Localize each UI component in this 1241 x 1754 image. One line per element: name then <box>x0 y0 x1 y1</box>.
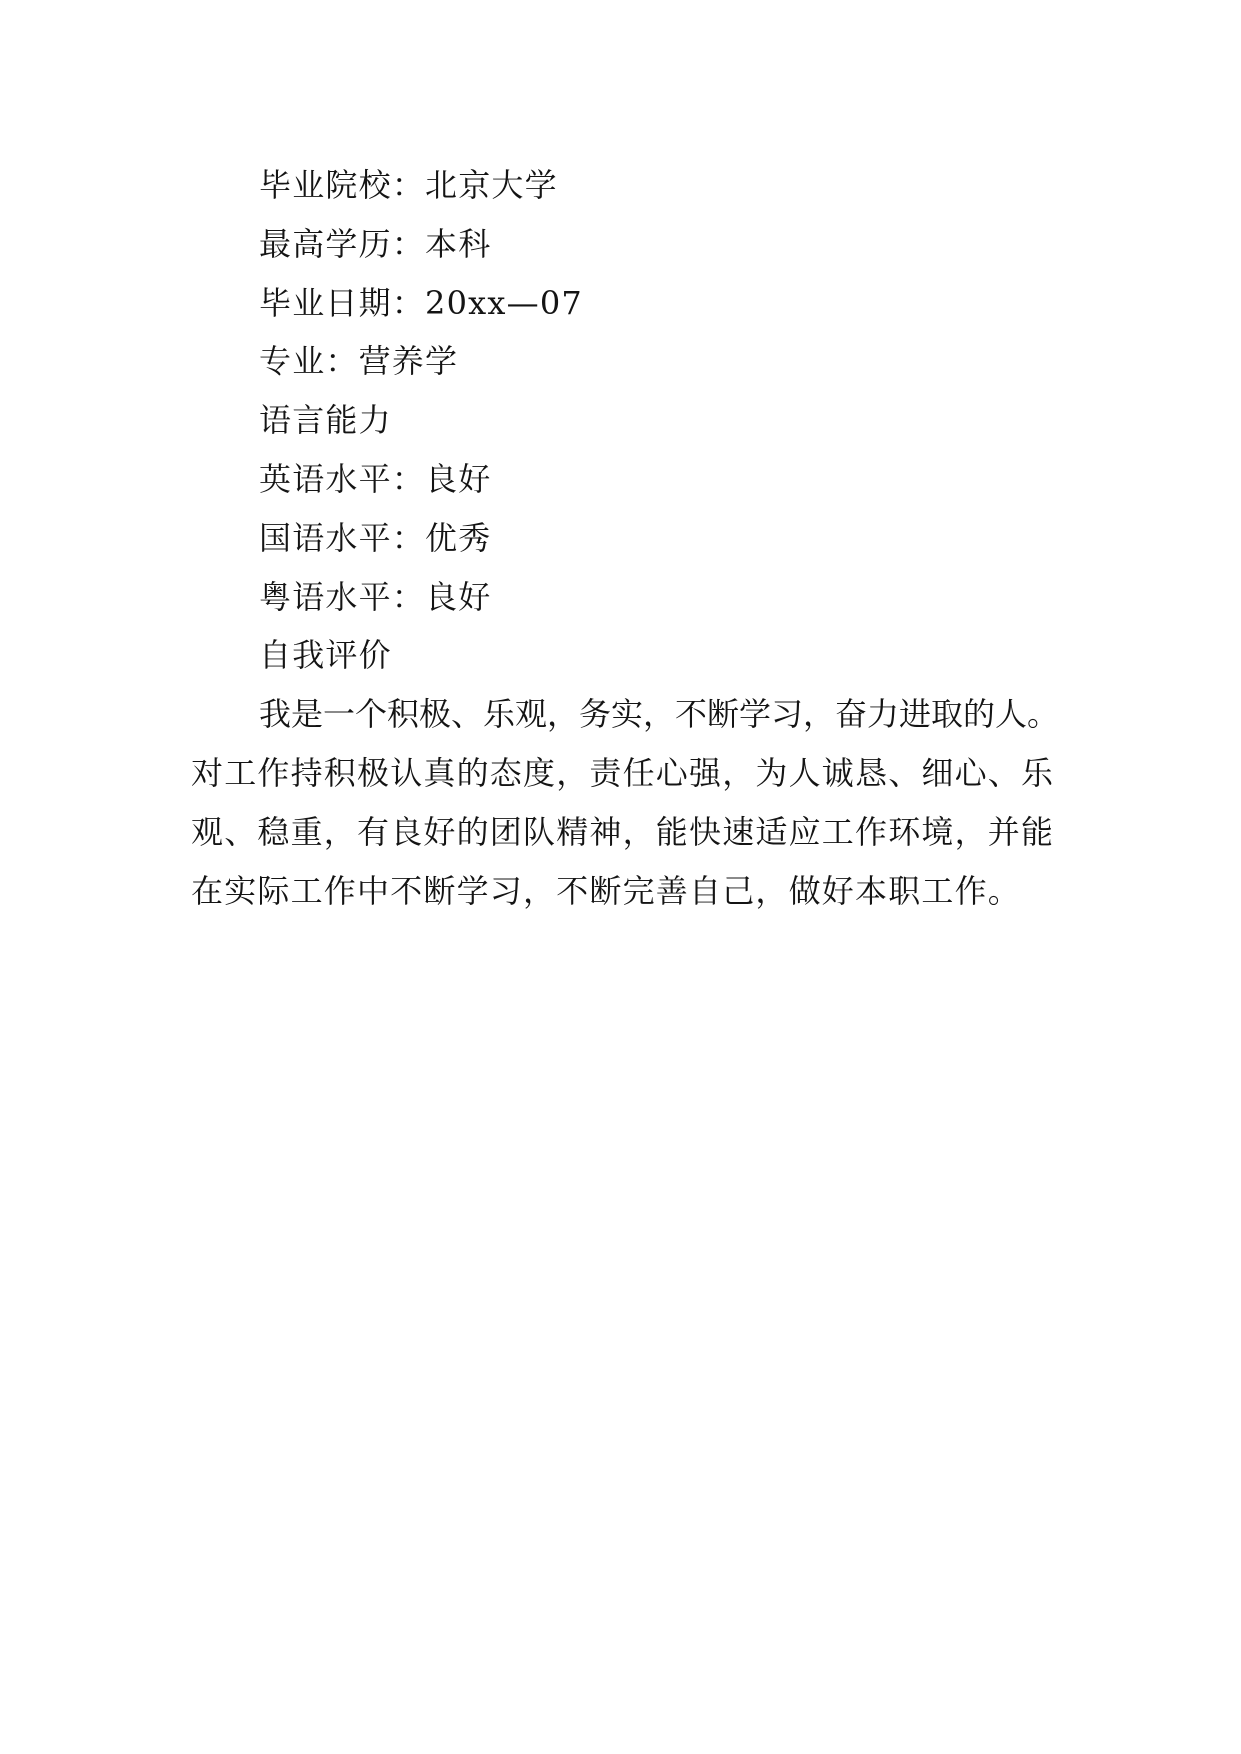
english-label: 英语水平 <box>259 459 392 498</box>
degree-line <box>191 215 1058 274</box>
cantonese-value: 良好 <box>425 577 492 616</box>
separator: ： <box>391 518 426 557</box>
major-value: 营养学 <box>358 342 459 381</box>
graduation-date-value: 20xx—07 <box>425 283 583 322</box>
english-value: 良好 <box>425 459 492 498</box>
paragraph-line: 观、稳重，有良好的团队精神，能快速适应工作环境，并能 <box>191 812 1055 851</box>
major-line <box>191 332 1058 391</box>
separator: ： <box>325 342 359 381</box>
paragraph-line: 对工作持积极认真的态度，责任心强，为人诚恳、细心、乐 <box>191 753 1055 792</box>
separator: ： <box>391 577 426 616</box>
graduation-date-label: 毕业日期 <box>259 283 392 322</box>
degree-value: 本科 <box>425 224 492 263</box>
cantonese-line <box>191 568 1058 627</box>
languages-heading: 语言能力 <box>259 401 392 440</box>
graduation-date-line <box>191 274 1058 333</box>
paragraph-line: 我是一个积极、乐观，务实，不断学习，奋力进取的人。 <box>259 695 1060 734</box>
self-evaluation-paragraph <box>191 685 1058 920</box>
resume-page <box>191 156 1058 920</box>
mandarin-line <box>191 509 1058 568</box>
degree-label: 最高学历 <box>259 224 392 263</box>
major-label: 专业 <box>259 342 326 381</box>
mandarin-value: 优秀 <box>425 518 492 557</box>
cantonese-label: 粤语水平 <box>259 577 392 616</box>
mandarin-label: 国语水平 <box>259 518 392 557</box>
separator: ： <box>391 224 426 263</box>
english-line <box>191 450 1058 509</box>
school-line <box>191 156 1058 215</box>
separator: ： <box>391 166 426 204</box>
paragraph-line: 在实际工作中不断学习，不断完善自己，做好本职工作。 <box>191 871 1022 910</box>
school-value: 北京大学 <box>425 166 558 204</box>
separator: ： <box>391 459 426 498</box>
separator: ： <box>391 283 426 322</box>
self-evaluation-heading: 自我评价 <box>259 636 392 675</box>
school-label: 毕业院校 <box>259 166 392 204</box>
